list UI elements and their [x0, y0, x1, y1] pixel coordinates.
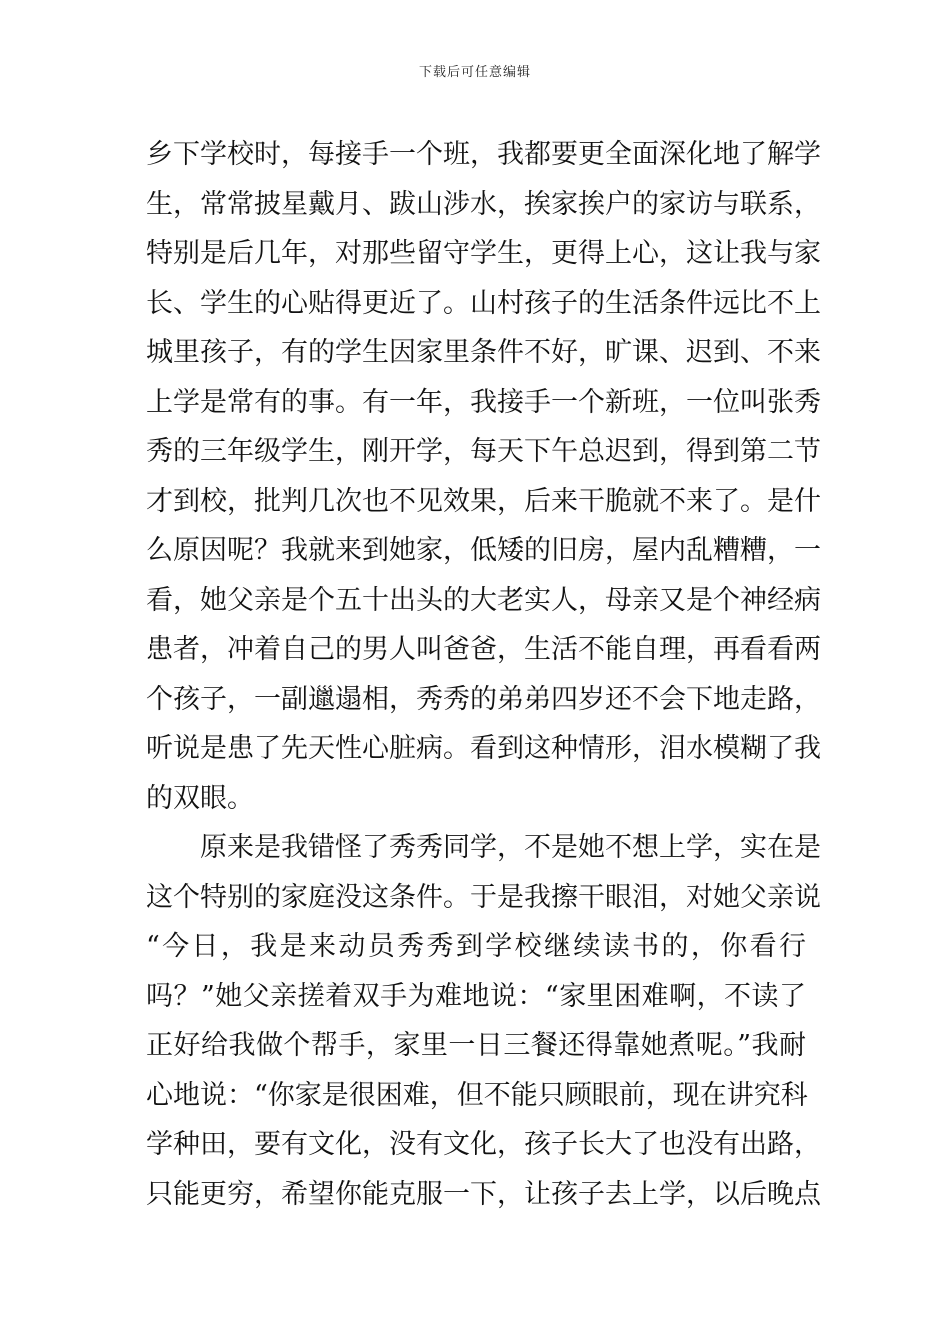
- text-line: 上学是常有的事。有一年，我接手一个新班，一位叫张秀: [146, 386, 821, 418]
- text-line: 吗？”她父亲搓着双手为难地说：“家里困难啊，不读了: [146, 980, 806, 1012]
- text-line: 生，常常披星戴月、跋山涉水，挨家挨户的家访与联系，: [146, 188, 821, 220]
- text-line: 么原因呢？我就来到她家，低矮的旧房，屋内乱糟糟，一: [146, 535, 821, 566]
- text-line: 心地说：“你家是很困难，但不能只顾眼前，现在讲究科: [146, 1079, 808, 1111]
- text-line: 乡下学校时，每接手一个班，我都要更全面深化地了解学: [146, 139, 821, 170]
- text-line: “今日，我是来动员秀秀到学校继续读书的，你看行: [146, 931, 806, 962]
- text-line: 的双眼。: [146, 782, 254, 814]
- text-line: 城里孩子，有的学生因家里条件不好，旷课、迟到、不来: [146, 337, 821, 368]
- text-line: 听说是患了先天性心脏病。看到这种情形，泪水模糊了我: [146, 733, 821, 764]
- body-text: [146, 130, 821, 1219]
- text-line: 正好给我做个帮手，家里一日三餐还得靠她煮呢。”我耐: [146, 1030, 806, 1061]
- text-line: 这个特别的家庭没这条件。于是我擦干眼泪，对她父亲说: [146, 881, 821, 913]
- page-header: 下载后可任意编辑: [418, 65, 531, 80]
- text-line: 患者，冲着自己的男人叫爸爸，生活不能自理，再看看两: [146, 634, 821, 665]
- paragraph-2: [146, 823, 821, 1219]
- text-line: 个孩子，一副邋遢相，秀秀的弟弟四岁还不会下地走路，: [146, 683, 821, 715]
- text-line: 学种田，要有文化，没有文化，孩子长大了也没有出路，: [146, 1129, 821, 1160]
- text-line: 只能更穷，希望你能克服一下，让孩子去上学，以后晚点: [146, 1178, 821, 1210]
- text-line: 秀的三年级学生，刚开学，每天下午总迟到，得到第二节: [146, 436, 821, 467]
- text-line: 看，她父亲是个五十出头的大老实人，母亲又是个神经病: [146, 584, 821, 616]
- text-line: 才到校，批判几次也不见效果，后来干脆就不来了。是什: [146, 485, 821, 517]
- text-line: 长、学生的心贴得更近了。山村孩子的生活条件远比不上: [146, 287, 821, 319]
- text-line: 特别是后几年，对那些留守学生，更得上心，这让我与家: [146, 238, 821, 269]
- text-line: 原来是我错怪了秀秀同学，不是她不想上学，实在是: [200, 832, 821, 863]
- paragraph-1: [146, 130, 821, 823]
